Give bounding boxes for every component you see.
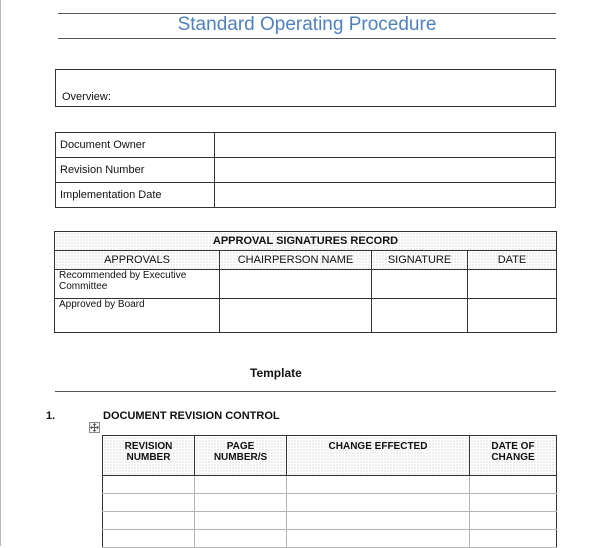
info-value-cell[interactable] [215, 183, 556, 208]
chairperson-cell[interactable] [220, 270, 372, 299]
approval-row [55, 270, 557, 299]
revision-header-change: CHANGE EFFECTED [287, 436, 470, 476]
approval-row-label: Approved by Board [55, 299, 220, 333]
template-rule [55, 391, 556, 392]
revision-cell[interactable] [287, 494, 470, 512]
date-cell[interactable] [468, 270, 557, 299]
revision-control-table [102, 435, 557, 548]
info-row-revision [56, 158, 556, 183]
revision-cell[interactable] [287, 476, 470, 494]
revision-cell[interactable] [470, 494, 557, 512]
approval-header-date: DATE [468, 251, 557, 270]
document-info-table [55, 132, 556, 208]
info-label: Revision Number [56, 158, 215, 183]
chairperson-cell[interactable] [220, 299, 372, 333]
section-number: 1. [46, 410, 56, 422]
info-value-cell[interactable] [215, 158, 556, 183]
info-label: Implementation Date [56, 183, 215, 208]
revision-cell[interactable] [287, 530, 470, 548]
table-row [103, 494, 557, 512]
title-bottom-rule [58, 38, 556, 39]
page-left-edge [0, 0, 1, 546]
section-title: DOCUMENT REVISION CONTROL [103, 410, 280, 422]
approval-header-signature: SIGNATURE [372, 251, 468, 270]
revision-cell[interactable] [103, 530, 195, 548]
approval-header-approvals: APPROVALS [55, 251, 220, 270]
approval-record-title: APPROVAL SIGNATURES RECORD [55, 232, 557, 251]
revision-cell[interactable] [470, 512, 557, 530]
revision-header-row [103, 436, 557, 476]
info-row-owner [56, 133, 556, 158]
revision-cell[interactable] [470, 476, 557, 494]
revision-cell[interactable] [195, 494, 287, 512]
approval-row-label: Recommended by Executive Committee [55, 270, 220, 299]
approval-header-chairperson: CHAIRPERSON NAME [220, 251, 372, 270]
revision-header-date: DATE OF CHANGE [470, 436, 557, 476]
approval-row [55, 299, 557, 333]
table-row [103, 530, 557, 548]
template-heading: Template [250, 366, 302, 380]
table-row [103, 476, 557, 494]
revision-cell[interactable] [103, 494, 195, 512]
revision-cell[interactable] [103, 476, 195, 494]
page-title: Standard Operating Procedure [177, 14, 437, 35]
table-move-handle-icon[interactable] [89, 422, 100, 433]
approval-header-row [55, 251, 557, 270]
table-row [103, 512, 557, 530]
revision-cell[interactable] [195, 476, 287, 494]
revision-cell[interactable] [195, 530, 287, 548]
signature-cell[interactable] [372, 270, 468, 299]
revision-cell[interactable] [470, 530, 557, 548]
revision-cell[interactable] [195, 512, 287, 530]
revision-cell[interactable] [287, 512, 470, 530]
date-cell[interactable] [468, 299, 557, 333]
revision-cell[interactable] [103, 512, 195, 530]
overview-label[interactable]: Overview: [56, 70, 556, 107]
approval-signatures-table [54, 231, 557, 333]
overview-box [55, 69, 556, 107]
info-value-cell[interactable] [215, 133, 556, 158]
signature-cell[interactable] [372, 299, 468, 333]
revision-header-pages: PAGE NUMBER/S [195, 436, 287, 476]
info-label: Document Owner [56, 133, 215, 158]
info-row-implementation [56, 183, 556, 208]
revision-header-number: REVISION NUMBER [103, 436, 195, 476]
